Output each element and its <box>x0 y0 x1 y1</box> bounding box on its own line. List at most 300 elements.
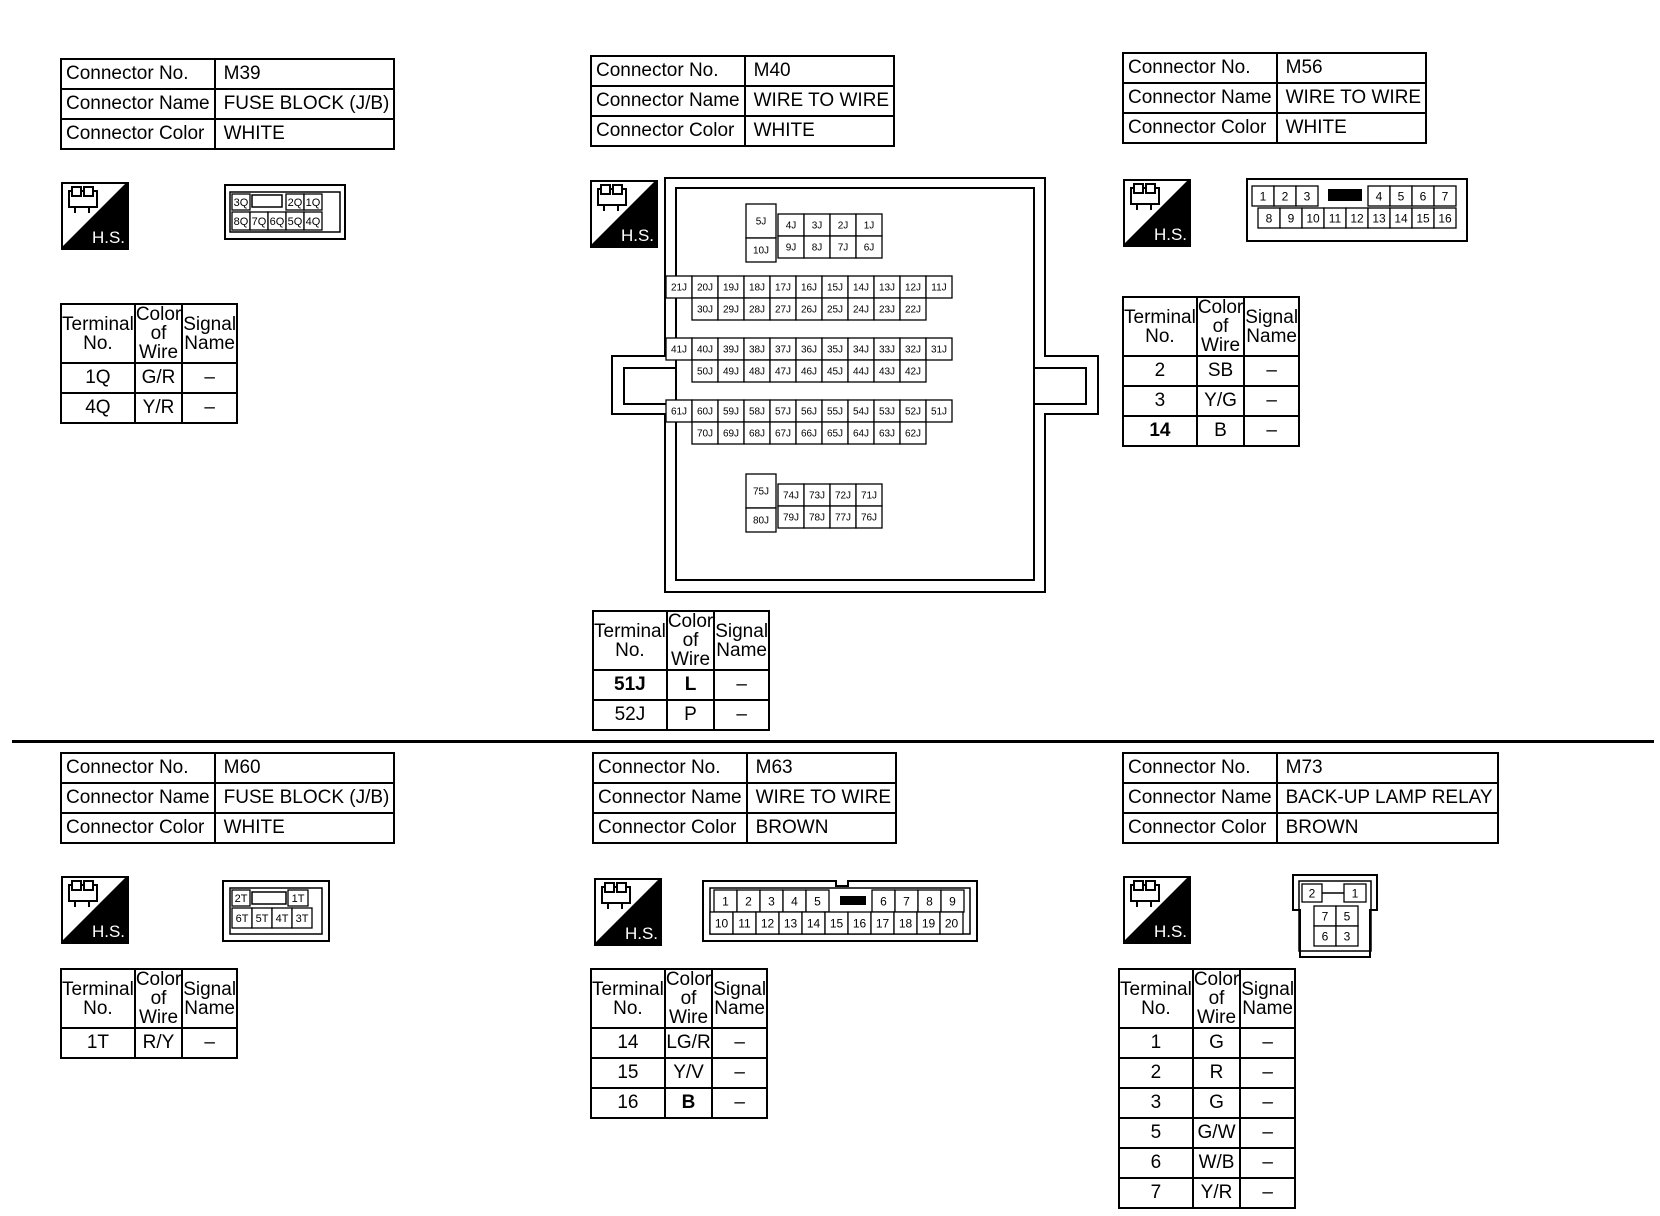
pin-label: 68J <box>748 428 766 440</box>
pin-cell <box>286 212 304 230</box>
pin-cell <box>804 236 830 258</box>
header-signal-name: Signal Name <box>1240 969 1295 1028</box>
label-connector-name: Connector Name <box>61 783 215 813</box>
pin-label: 69J <box>722 428 740 440</box>
pin-label: 70J <box>696 428 714 440</box>
pin-cell <box>941 890 964 912</box>
signal-name: – <box>1240 1118 1295 1148</box>
pin-cell <box>894 912 917 934</box>
connector-no-value: M39 <box>215 59 395 89</box>
wire-color: Y/R <box>1193 1178 1240 1208</box>
connector-face-m39 <box>224 184 346 240</box>
pin-label: 7 <box>1441 189 1449 204</box>
connector-info-table <box>60 58 395 150</box>
terminal-table <box>1122 296 1300 447</box>
wire-color: G/R <box>135 363 182 393</box>
connector-no-value: M63 <box>747 753 896 783</box>
pin-cell <box>900 400 926 422</box>
header-color-line2: Wire <box>138 342 179 363</box>
table-row <box>1119 1148 1295 1178</box>
pin-cell <box>1344 884 1366 902</box>
connector-name-value: FUSE BLOCK (J/B) <box>215 783 395 813</box>
pin-label: 9J <box>785 242 797 254</box>
wire-color: P <box>667 700 714 730</box>
pin-label: 2T <box>234 892 248 905</box>
pin-cell <box>746 474 776 508</box>
pin-cell <box>1390 186 1412 206</box>
pin-cell <box>666 400 692 422</box>
pin-cell <box>692 276 718 298</box>
header-signal-name: Signal Name <box>182 304 237 363</box>
signal-name: – <box>1244 416 1299 446</box>
connector-name-value: BACK-UP LAMP RELAY <box>1277 783 1498 813</box>
pin-cell <box>286 194 304 210</box>
pin-label: 8 <box>1265 211 1273 226</box>
pin-cell <box>940 912 963 934</box>
signal-name: – <box>714 670 769 700</box>
pin-cell <box>232 908 252 928</box>
pin-label: 18J <box>748 282 766 294</box>
pin-cell <box>692 298 718 320</box>
pin-cell <box>1368 186 1390 206</box>
pin-label: 14 <box>1394 211 1408 226</box>
pin-cell <box>900 298 926 320</box>
pin-cell <box>304 194 322 210</box>
pin-cell <box>718 338 744 360</box>
pin-label: 3 <box>1343 929 1351 944</box>
pin-cell <box>874 422 900 444</box>
terminal-no: 1 <box>1119 1028 1193 1058</box>
pin-cell <box>1390 208 1412 228</box>
table-row <box>591 1028 767 1058</box>
pin-cell <box>796 338 822 360</box>
pin-label: 74J <box>782 490 800 502</box>
pin-label: 27J <box>774 304 792 316</box>
terminal-no: 3 <box>1123 386 1197 416</box>
label-connector-name: Connector Name <box>1123 83 1277 113</box>
terminal-no: 6 <box>1119 1148 1193 1178</box>
pin-cell <box>917 912 940 934</box>
pin-cell <box>666 338 692 360</box>
pin-label: 1T <box>291 892 305 905</box>
terminal-no: 3 <box>1119 1088 1193 1118</box>
pin-label: 5 <box>1343 909 1351 924</box>
pin-label: 2 <box>745 894 752 909</box>
pin-label: 35J <box>826 344 844 356</box>
connector-face-m73 <box>1292 874 1378 958</box>
pin-label: 63J <box>878 428 896 440</box>
label-connector-no: Connector No. <box>591 56 745 86</box>
pin-cell <box>733 912 756 934</box>
pin-cell <box>710 912 733 934</box>
table-row <box>593 670 769 700</box>
pin-label: 1 <box>722 894 729 909</box>
pin-label: 7Q <box>251 215 267 228</box>
pin-cell <box>926 400 952 422</box>
pin-cell <box>1368 208 1390 228</box>
pin-label: 7 <box>903 894 910 909</box>
header-color-of-wire <box>1197 297 1244 356</box>
header-color-line1: Color of <box>1197 297 1244 337</box>
pin-label: 73J <box>808 490 826 502</box>
terminal-no: 4Q <box>61 393 135 423</box>
pin-cell <box>796 298 822 320</box>
table-row <box>61 393 237 423</box>
connector-no-value: M60 <box>215 753 395 783</box>
pin-cell <box>718 422 744 444</box>
pin-label: 12 <box>1350 211 1364 226</box>
connector-color-value: WHITE <box>215 813 395 843</box>
pin-label: 47J <box>774 366 792 378</box>
pin-label: 20 <box>944 916 959 931</box>
pin-label: 48J <box>748 366 766 378</box>
pin-cell <box>822 276 848 298</box>
pin-cell <box>874 338 900 360</box>
header-terminal-no: Terminal No. <box>591 969 665 1028</box>
pin-label: 59J <box>722 406 740 418</box>
pin-cell <box>856 214 882 236</box>
pin-cell <box>666 276 692 298</box>
section-divider <box>12 740 1654 743</box>
pin-label: 43J <box>878 366 896 378</box>
pin-label: 16J <box>800 282 818 294</box>
pin-label: 1 <box>1259 189 1267 204</box>
pin-cell <box>856 506 882 528</box>
label-connector-no: Connector No. <box>593 753 747 783</box>
header-color-of-wire <box>667 611 714 670</box>
wire-color: Y/R <box>135 393 182 423</box>
pin-label: 51J <box>930 406 948 418</box>
pin-cell <box>1346 208 1368 228</box>
wire-color: L <box>667 670 714 700</box>
pin-label: 6J <box>863 242 875 254</box>
pin-label: 76J <box>860 512 878 524</box>
pin-label: 4T <box>275 912 289 925</box>
pin-label: 41J <box>670 344 688 356</box>
connector-name-value: FUSE BLOCK (J/B) <box>215 89 395 119</box>
pin-cell <box>304 212 322 230</box>
pin-label: 24J <box>852 304 870 316</box>
pin-cell <box>926 338 952 360</box>
connector-face-m63 <box>702 880 978 942</box>
signal-name: – <box>712 1088 767 1118</box>
terminal-table <box>592 610 770 731</box>
header-color-of-wire <box>135 304 182 363</box>
pin-label: 33J <box>878 344 896 356</box>
pin-label: 19 <box>921 916 936 931</box>
terminal-no: 14 <box>1123 416 1197 446</box>
pin-label: 2J <box>837 220 849 232</box>
terminal-no: 16 <box>591 1088 665 1118</box>
signal-name: – <box>712 1058 767 1088</box>
label-connector-color: Connector Color <box>593 813 747 843</box>
pin-label: 18 <box>898 916 913 931</box>
pin-cell <box>268 212 286 230</box>
pin-label: 46J <box>800 366 818 378</box>
signal-name: – <box>1244 356 1299 386</box>
pin-label: 7J <box>837 242 849 254</box>
signal-name: – <box>1240 1178 1295 1208</box>
pin-cell <box>692 360 718 382</box>
signal-name: – <box>1240 1058 1295 1088</box>
wire-color: B <box>1197 416 1244 446</box>
header-terminal-no: Terminal No. <box>61 304 135 363</box>
header-color-line2: Wire <box>668 1007 709 1028</box>
pin-cell <box>874 360 900 382</box>
label-connector-name: Connector Name <box>61 89 215 119</box>
pin-cell <box>1280 208 1302 228</box>
hs-badge-icon <box>61 182 129 250</box>
wire-color: W/B <box>1193 1148 1240 1178</box>
pin-label: 61J <box>670 406 688 418</box>
header-terminal-no: Terminal No. <box>1119 969 1193 1028</box>
pin-cell <box>848 422 874 444</box>
label-connector-color: Connector Color <box>61 813 215 843</box>
connector-no-value: M40 <box>745 56 894 86</box>
keyway-block <box>840 896 866 905</box>
label-connector-name: Connector Name <box>593 783 747 813</box>
pin-label: 21J <box>670 282 688 294</box>
pin-cell <box>718 360 744 382</box>
header-signal-name: Signal Name <box>714 611 769 670</box>
table-row <box>1119 1088 1295 1118</box>
header-signal-name: Signal Name <box>182 969 237 1028</box>
pin-cell <box>692 338 718 360</box>
terminal-no: 52J <box>593 700 667 730</box>
pin-label: 16 <box>1438 211 1452 226</box>
connector-face-m56 <box>1246 178 1468 242</box>
hs-label: H.S. <box>91 228 125 247</box>
pin-label: 52J <box>904 406 922 418</box>
wire-color: G <box>1193 1088 1240 1118</box>
pin-cell <box>232 194 250 210</box>
pin-cell <box>830 214 856 236</box>
connector-face-m60 <box>222 880 330 942</box>
header-color-line2: Wire <box>1196 1007 1237 1028</box>
wire-color: G <box>1193 1028 1240 1058</box>
connector-info-table <box>1122 752 1499 844</box>
pin-cell <box>871 912 894 934</box>
pin-label: 28J <box>748 304 766 316</box>
pin-label: 8J <box>811 242 823 254</box>
pin-cell <box>796 400 822 422</box>
pin-cell <box>744 400 770 422</box>
pin-label: 7 <box>1321 909 1329 924</box>
hs-label: H.S. <box>1153 922 1187 941</box>
pin-label: 10 <box>1306 211 1320 226</box>
pin-label: 67J <box>774 428 792 440</box>
pin-label: 65J <box>826 428 844 440</box>
pin-cell <box>848 298 874 320</box>
wire-color: R <box>1193 1058 1240 1088</box>
pin-cell <box>770 400 796 422</box>
terminal-no: 1T <box>61 1028 135 1058</box>
pin-cell <box>1324 208 1346 228</box>
pin-label: 57J <box>774 406 792 418</box>
label-connector-color: Connector Color <box>61 119 215 149</box>
connector-info-table <box>590 55 895 147</box>
pin-cell <box>250 212 268 230</box>
pin-label: 9 <box>949 894 956 909</box>
pin-label: 5Q <box>287 215 303 228</box>
pin-label: 37J <box>774 344 792 356</box>
pin-cell <box>856 236 882 258</box>
table-row <box>1123 386 1299 416</box>
connector-color-value: BROWN <box>747 813 896 843</box>
wire-color: B <box>665 1088 712 1118</box>
label-connector-color: Connector Color <box>591 116 745 146</box>
table-row <box>591 1088 767 1118</box>
pin-label: 36J <box>800 344 818 356</box>
pin-label: 78J <box>808 512 826 524</box>
header-terminal-no: Terminal No. <box>593 611 667 670</box>
pin-label: 32J <box>904 344 922 356</box>
terminal-table <box>60 303 238 424</box>
pin-label: 8Q <box>233 215 249 228</box>
label-connector-no: Connector No. <box>61 59 215 89</box>
pin-cell <box>804 506 830 528</box>
wire-color: SB <box>1197 356 1244 386</box>
pin-cell <box>744 360 770 382</box>
terminal-no: 51J <box>593 670 667 700</box>
connector-info-table <box>1122 52 1427 144</box>
pin-cell <box>802 912 825 934</box>
pin-label: 1 <box>1351 886 1359 901</box>
table-row <box>1119 1178 1295 1208</box>
label-connector-color: Connector Color <box>1123 113 1277 143</box>
pin-cell <box>822 298 848 320</box>
pin-cell <box>744 298 770 320</box>
pin-cell <box>1336 906 1358 926</box>
pin-label: 12J <box>904 282 922 294</box>
pin-label: 17J <box>774 282 792 294</box>
pin-label: 5 <box>814 894 821 909</box>
pin-cell <box>744 422 770 444</box>
pin-label: 11 <box>738 916 751 931</box>
pin-label: 23J <box>878 304 896 316</box>
pin-cell <box>760 890 783 912</box>
connector-color-value: WHITE <box>745 116 894 146</box>
pin-cell <box>718 400 744 422</box>
pin-label: 62J <box>904 428 922 440</box>
pin-cell <box>848 912 871 934</box>
pin-cell <box>1296 186 1318 206</box>
pin-label: 13 <box>783 916 798 931</box>
pin-label: 19J <box>722 282 740 294</box>
pin-label: 20J <box>696 282 714 294</box>
hs-badge-icon <box>61 876 129 944</box>
header-color-line2: Wire <box>1200 335 1241 356</box>
pin-cell <box>900 422 926 444</box>
pin-cell <box>822 338 848 360</box>
pin-label: 10 <box>714 916 729 931</box>
hs-badge-icon <box>594 878 662 946</box>
wire-color: Y/V <box>665 1058 712 1088</box>
pin-label: 1Q <box>305 196 321 209</box>
pin-cell <box>232 212 250 230</box>
pin-cell <box>778 506 804 528</box>
pin-label: 42J <box>904 366 922 378</box>
pin-cell <box>822 422 848 444</box>
pin-label: 49J <box>722 366 740 378</box>
pin-cell <box>778 484 804 506</box>
pin-label: 4 <box>1375 189 1383 204</box>
label-connector-no: Connector No. <box>1123 753 1277 783</box>
signal-name: – <box>182 363 237 393</box>
terminal-table <box>60 968 238 1059</box>
pin-label: 6 <box>1419 189 1427 204</box>
pin-label: 15 <box>829 916 844 931</box>
pin-cell <box>770 338 796 360</box>
hs-label: H.S. <box>91 922 125 941</box>
connector-color-value: BROWN <box>1277 813 1498 843</box>
hs-badge-icon <box>1123 876 1191 944</box>
pin-cell <box>1302 208 1324 228</box>
label-connector-color: Connector Color <box>1123 813 1277 843</box>
terminal-no: 2 <box>1119 1058 1193 1088</box>
pin-cell <box>825 912 848 934</box>
wire-color: G/W <box>1193 1118 1240 1148</box>
connector-face-m40 <box>610 176 1100 596</box>
pin-cell <box>744 276 770 298</box>
pin-cell <box>806 890 829 912</box>
pin-label: 3Q <box>233 196 249 209</box>
pin-label: 38J <box>748 344 766 356</box>
pin-cell <box>895 890 918 912</box>
signal-name: – <box>1240 1028 1295 1058</box>
header-color-line1: Color of <box>665 969 712 1009</box>
header-color-line2: Wire <box>138 1007 179 1028</box>
signal-name: – <box>712 1028 767 1058</box>
pin-label: 60J <box>696 406 714 418</box>
pin-cell <box>848 400 874 422</box>
table-row <box>61 363 237 393</box>
table-row <box>1119 1058 1295 1088</box>
wire-color: R/Y <box>135 1028 182 1058</box>
connector-no-value: M56 <box>1277 53 1426 83</box>
pin-cell <box>796 360 822 382</box>
pin-label: 3 <box>1303 189 1311 204</box>
terminal-no: 7 <box>1119 1178 1193 1208</box>
label-connector-no: Connector No. <box>61 753 215 783</box>
connector-name-value: WIRE TO WIRE <box>1277 83 1426 113</box>
header-color-of-wire <box>135 969 182 1028</box>
pin-label: 8 <box>926 894 933 909</box>
table-row <box>591 1058 767 1088</box>
pin-cell <box>272 908 292 928</box>
label-connector-name: Connector Name <box>591 86 745 116</box>
pin-label: 6 <box>1321 929 1329 944</box>
table-row <box>1123 416 1299 446</box>
pin-cell <box>718 276 744 298</box>
pin-label: 16 <box>852 916 867 931</box>
header-color-of-wire <box>1193 969 1240 1028</box>
pin-label: 6Q <box>269 215 285 228</box>
pin-label: 29J <box>722 304 740 316</box>
table-row <box>61 1028 237 1058</box>
pin-cell <box>804 484 830 506</box>
pin-cell <box>746 508 776 532</box>
pin-label: 14J <box>852 282 870 294</box>
header-color-line1: Color of <box>1193 969 1240 1009</box>
pin-label: 13 <box>1372 211 1386 226</box>
terminal-no: 5 <box>1119 1118 1193 1148</box>
pin-cell <box>830 506 856 528</box>
pin-cell <box>1412 186 1434 206</box>
header-terminal-no: Terminal No. <box>1123 297 1197 356</box>
pin-cell <box>1434 208 1456 228</box>
pin-label: 53J <box>878 406 896 418</box>
